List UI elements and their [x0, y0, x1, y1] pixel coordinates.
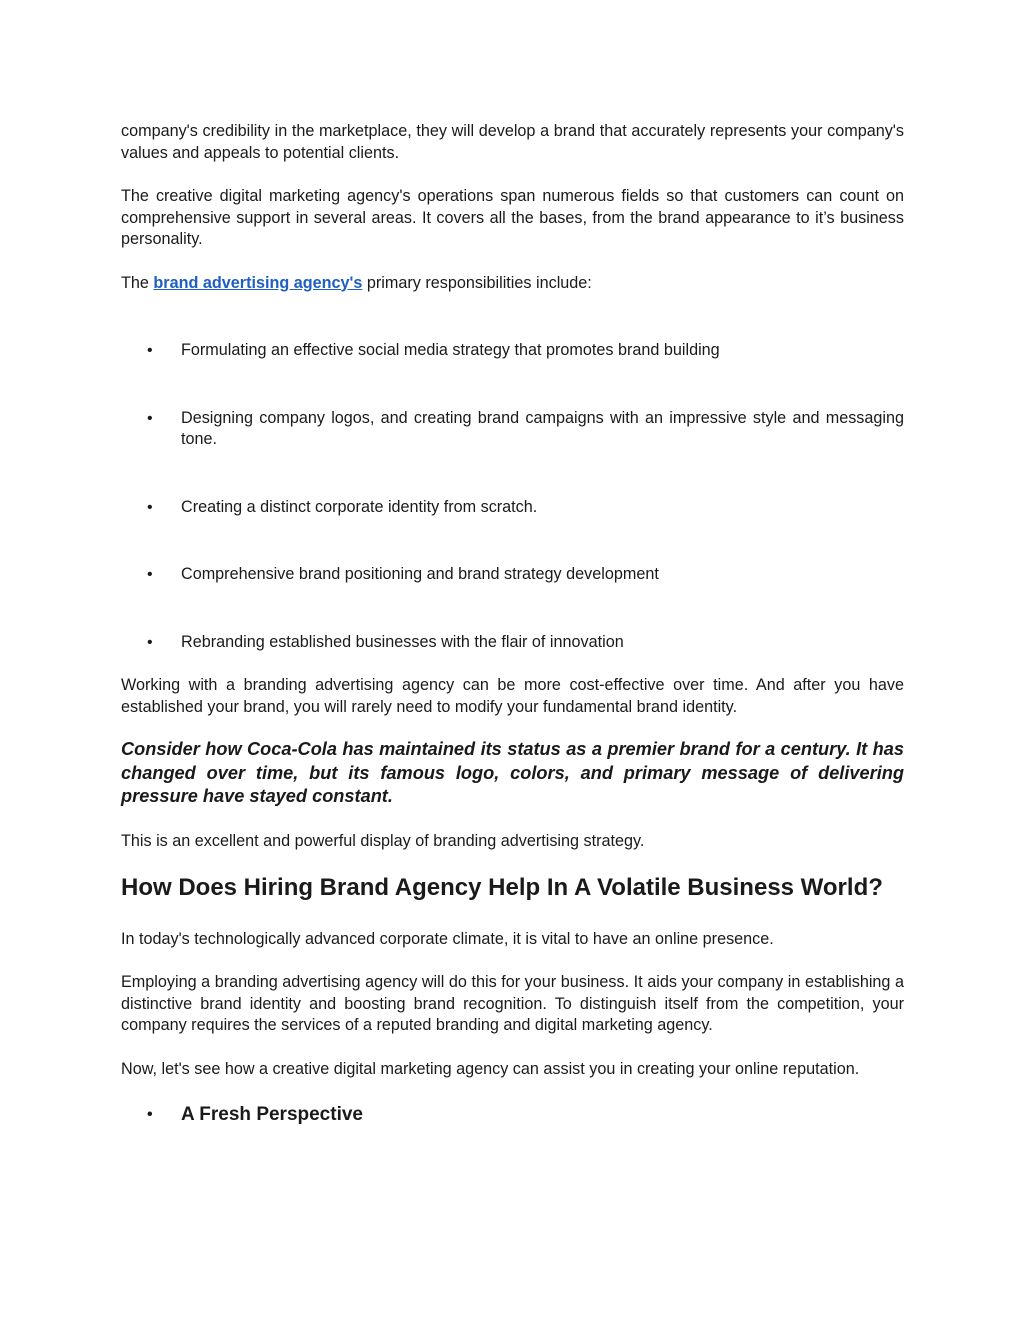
responsibilities-list	[121, 340, 904, 653]
resp-suffix: primary responsibilities include:	[366, 273, 592, 292]
resp-prefix: The	[121, 273, 149, 292]
paragraph-employing: Employing a branding advertising agency will do this for your business. It aids your company in establishing a distinctive brand identity and boosting brand recognition. To distinguish itself from the competition, your company requires the services of a reputed branding and digital marketing agency.	[121, 973, 904, 1034]
list-item	[121, 497, 904, 519]
paragraph-responsibilities-lead	[121, 273, 904, 295]
list-item-text: Comprehensive brand positioning and brand strategy development	[181, 565, 659, 583]
list-item-text: Creating a distinct corporate identity from scratch.	[181, 497, 538, 516]
list-item	[121, 340, 904, 362]
list-item	[121, 564, 904, 586]
bullet-icon: •	[147, 633, 153, 651]
bullet-icon: •	[147, 566, 153, 583]
bullet-icon: •	[147, 498, 153, 516]
brand-advertising-agency-link[interactable]: brand advertising agency's	[153, 273, 363, 292]
subheading-list	[121, 1103, 904, 1127]
section-heading: How Does Hiring Brand Agency Help In A Volatile Business World?	[121, 874, 883, 901]
subheading-text: A Fresh Perspective	[181, 1104, 363, 1125]
list-item	[121, 632, 904, 654]
bullet-icon: •	[147, 1106, 153, 1123]
paragraph-today: In today's technologically advanced corporate climate, it is vital to have an online presence.	[121, 929, 774, 948]
bullet-icon: •	[147, 409, 153, 427]
list-item-text: Rebranding established businesses with the flair of innovation	[181, 632, 624, 651]
list-item-text: Designing company logos, and creating brand campaigns with an impressive style and messaging tone.	[181, 408, 904, 448]
paragraph-coca-cola-emphasis: Consider how Coca-Cola has maintained its status as a premier brand for a century. It has changed over time, but its famous logo, colors, and primary message of delivering pressure have stayed constant.	[121, 739, 904, 806]
document-page	[121, 121, 904, 1127]
paragraph-now: Now, let's see how a creative digital marketing agency can assist you in creating your online reputation.	[121, 1059, 860, 1078]
paragraph-intro-1: company's credibility in the marketplace, they will develop a brand that accurately represents your company's values and appeals to potential clients.	[121, 122, 904, 162]
subheading-fresh-perspective	[121, 1103, 904, 1127]
paragraph-display: This is an excellent and powerful display of branding advertising strategy.	[121, 831, 645, 850]
list-item-text: Formulating an effective social media strategy that promotes brand building	[181, 341, 720, 359]
bullet-icon: •	[147, 342, 153, 359]
paragraph-working: Working with a branding advertising agency can be more cost-effective over time. And after you have established your brand, you will rarely need to modify your fundamental brand identity.	[121, 676, 904, 716]
paragraph-intro-2: The creative digital marketing agency's operations span numerous fields so that customers can count on comprehensive support in several areas. It covers all the bases, from the brand appearance to it’s business personality.	[121, 187, 904, 248]
list-item	[121, 408, 904, 451]
